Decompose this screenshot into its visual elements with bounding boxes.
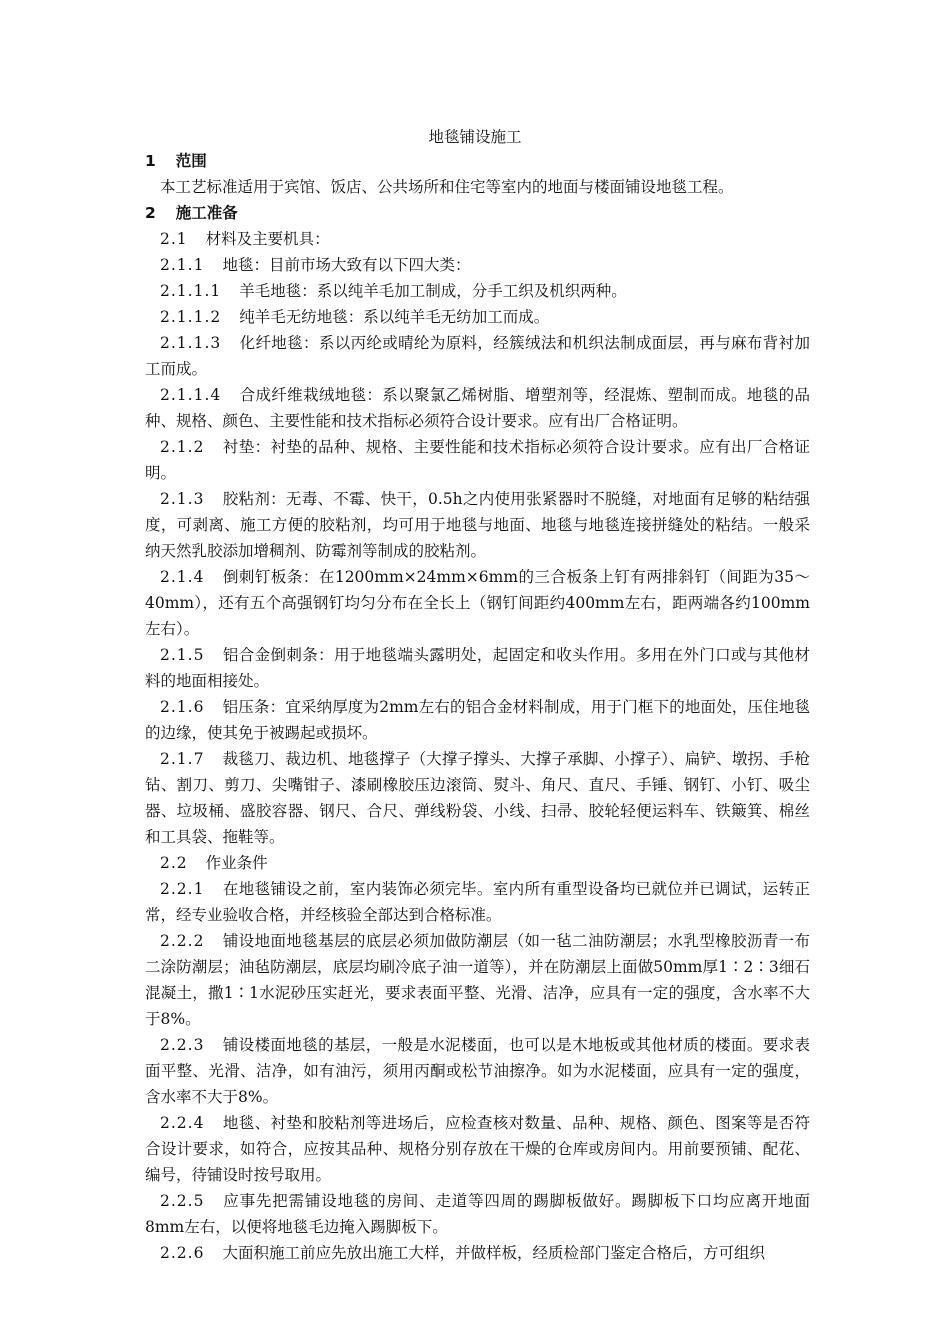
- paragraph-text: 胶粘剂：无毒、不霉、快干，0.5h之内使用张紧器时不脱缝，对地面有足够的粘结强度，可剥离、施工方便的胶粘剂，均可用于地毯与地面、地毯与地毯连接拼缝处的粘结。一般采纳天然乳胶添加增稠剂、防霉剂等制成的胶粘剂。: [145, 490, 810, 560]
- paragraph-text: 衬垫：衬垫的品种、规格、主要性能和技术指标必须符合设计要求。应有出厂合格证明。: [145, 438, 810, 482]
- paragraph-text: 倒刺钉板条：在1200mm×24mm×6mm的三合板条上钉有两排斜钉（间距为35～40mm），还有五个高强钢钉均匀分布在全长上（钢钉间距约400mm左右，距两端各约100mm左右）。: [145, 568, 810, 638]
- clause-paragraph: [145, 304, 810, 330]
- paragraph-text: 材料及主要机具：: [205, 230, 330, 248]
- clause-paragraph: [145, 694, 810, 746]
- paragraph-text: 地毯、衬垫和胶粘剂等进场后，应检查核对数量、品种、规格、颜色、图案等是否符合设计要求，如符合，应按其品种、规格分别存放在干燥的仓库或房间内。用前要预铺、配花、编号，待铺设时按号取用。: [145, 1114, 810, 1184]
- paragraph-text: 铝合金倒刺条：用于地毯端头露明处，起固定和收头作用。多用在外门口或与其他材料的地面相接处。: [145, 646, 810, 690]
- paragraph-text: 作业条件: [205, 854, 268, 872]
- paragraph-text: 羊毛地毯：系以纯羊毛加工制成，分手工织及机织两种。: [239, 282, 627, 300]
- section-heading-text: 范围: [175, 152, 207, 170]
- section-heading: [145, 200, 810, 226]
- clause-number: 2.2.5: [160, 1192, 205, 1210]
- paragraph-text: 铺设楼面地毯的基层，一般是水泥楼面，也可以是木地板或其他材质的楼面。要求表面平整、光滑、洁净，如有油污，须用丙酮或松节油擦净。如为水泥楼面，应具有一定的强度，含水率不大于8%。: [145, 1036, 810, 1106]
- section-heading-text: 施工准备: [175, 204, 238, 222]
- clause-number: 2.1.1.1: [160, 282, 222, 300]
- paragraph-text: 大面积施工前应先放出施工大样，并做样板，经质检部门鉴定合格后，方可组织: [222, 1244, 765, 1262]
- paragraph-text: 本工艺标准适用于宾馆、饭店、公共场所和住宅等室内的地面与楼面铺设地毯工程。: [160, 178, 734, 196]
- clause-number: 2.2.3: [160, 1036, 205, 1054]
- clause-number: 2.2.6: [160, 1244, 205, 1262]
- paragraph-text: 应事先把需铺设地毯的房间、走道等四周的踢脚板做好。踢脚板下口均应离开地面8mm左右，以便将地毯毛边掩入踢脚板下。: [145, 1192, 810, 1236]
- clause-paragraph: [145, 850, 810, 876]
- clause-paragraph: [145, 330, 810, 382]
- section-number: 2: [145, 204, 156, 222]
- clause-number: 2.2.2: [160, 932, 205, 950]
- clause-number: 2.1.1.2: [160, 308, 222, 326]
- clause-paragraph: [145, 382, 810, 434]
- clause-number: 2.1.6: [160, 698, 205, 716]
- clause-number: 2.2.4: [160, 1114, 205, 1132]
- clause-paragraph: [145, 642, 810, 694]
- paragraph-text: 铺设地面地毯基层的底层必须加做防潮层（如一毡二油防潮层；水乳型橡胶沥青一布二涂防潮层；油毡防潮层，底层均刷冷底子油一道等），并在防潮层上面做50mm厚1∶2∶3细石混凝土，撒1∶1水泥砂压实赶光，要求表面平整、光滑、洁净，应具有一定的强度，含水率不大于8%。: [145, 932, 810, 1028]
- clause-number: 2.2: [160, 854, 188, 872]
- clause-number: 2.1.1: [160, 256, 205, 274]
- clause-number: 2.1.2: [160, 438, 205, 456]
- paragraph-text: 合成纤维栽绒地毯：系以聚氯乙烯树脂、增塑剂等，经混炼、塑制而成。地毯的品种、规格、颜色、主要性能和技术指标必须符合设计要求。应有出厂合格证明。: [145, 386, 810, 430]
- clause-number: 2.1.1.4: [160, 386, 222, 404]
- paragraph-text: 地毯：目前市场大致有以下四大类：: [222, 256, 471, 274]
- clause-paragraph: [145, 564, 810, 642]
- clause-paragraph: [145, 1110, 810, 1188]
- section-heading: [145, 148, 810, 174]
- paragraph-text: 铝压条：宜采纳厚度为2mm左右的铝合金材料制成，用于门框下的地面处，压住地毯的边缘，使其免于被踢起或损坏。: [145, 698, 810, 742]
- clause-paragraph: [145, 278, 810, 304]
- clause-number: 2.1.7: [160, 750, 205, 768]
- clause-paragraph: [145, 876, 810, 928]
- clause-number: 2.1: [160, 230, 188, 248]
- clause-paragraph: [145, 1032, 810, 1110]
- clause-number: 2.1.5: [160, 646, 205, 664]
- section-number: 1: [145, 152, 156, 170]
- paragraph-text: 化纤地毯：系以丙纶或晴纶为原料，经簇绒法和机织法制成面层，再与麻布背衬加工而成。: [145, 334, 810, 378]
- clause-number: 2.2.1: [160, 880, 205, 898]
- clause-paragraph: [145, 434, 810, 486]
- clause-paragraph: [145, 928, 810, 1032]
- document-title: 地毯铺设施工: [428, 128, 522, 146]
- clause-paragraph: [145, 252, 810, 278]
- paragraph-text: 裁毯刀、裁边机、地毯撑子（大撑子撑头、大撑子承脚、小撑子）、扁铲、墩拐、手枪钻、割刀、剪刀、尖嘴钳子、漆刷橡胶压边滚筒、熨斗、角尺、直尺、手锤、钢钉、小钉、吸尘器、垃圾桶、盛胶容器、钢尺、合尺、弹线粉袋、小线、扫帚、胶轮轻便运料车、铁簸箕、棉丝和工具袋、拖鞋等。: [145, 750, 810, 846]
- clause-number: 2.1.1.3: [160, 334, 222, 352]
- paragraph-text: 纯羊毛无纺地毯：系以纯羊毛无纺加工而成。: [239, 308, 550, 326]
- clause-paragraph: [145, 486, 810, 564]
- paragraph-text: 在地毯铺设之前，室内装饰必须完毕。室内所有重型设备均已就位并已调试，运转正常，经专业验收合格，并经核验全部达到合格标准。: [145, 880, 810, 924]
- clause-paragraph: [145, 746, 810, 850]
- clause-paragraph: [145, 1188, 810, 1240]
- body-paragraph: [145, 174, 810, 200]
- clause-number: 2.1.3: [160, 490, 205, 508]
- document-body: [145, 148, 810, 1266]
- clause-paragraph: [145, 226, 810, 252]
- clause-paragraph: [145, 1240, 810, 1266]
- clause-number: 2.1.4: [160, 568, 205, 586]
